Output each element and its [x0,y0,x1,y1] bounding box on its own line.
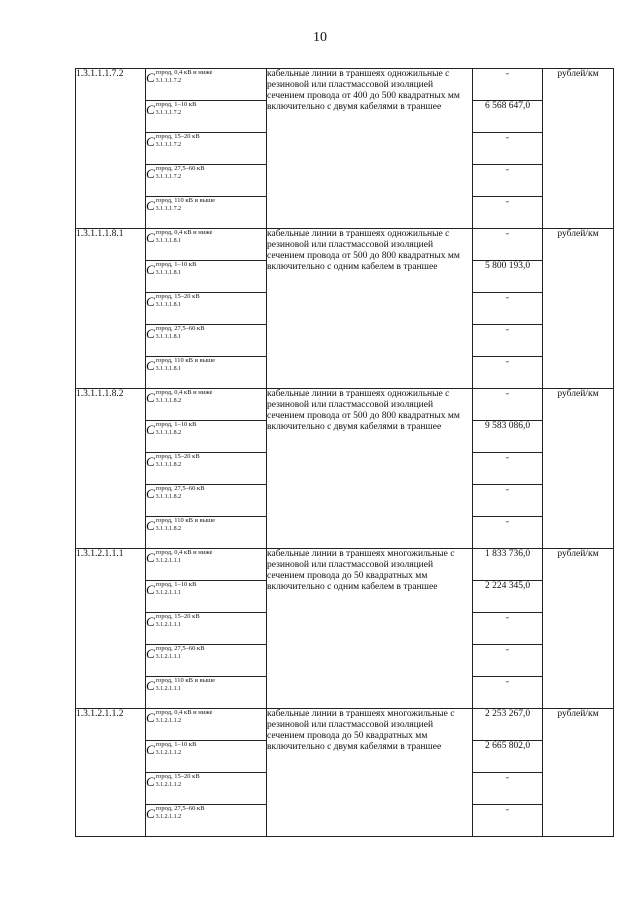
rate-value: - [473,325,543,357]
formula-subscript: 3.1.1.1.8.2 [155,462,182,468]
formula-symbol: C [146,357,155,373]
formula-superscript: город, 27,5–60 кВ [155,485,205,492]
formula-symbol: C [146,293,155,309]
rate-formula [146,69,267,101]
formula-superscript: город, 15–20 кВ [155,773,200,780]
formula-superscript: город, 0,4 кВ и ниже [155,709,213,716]
formula-superscript: город, 1–10 кВ [155,101,197,108]
formula-symbol: C [146,645,155,661]
table-row [76,389,614,421]
formula-superscript: город, 0,4 кВ и ниже [155,389,213,396]
formula-subscript: 3.1.2.1.1.2 [155,782,182,788]
formula-symbol: C [146,165,155,181]
rate-formula [146,357,267,389]
formula-expression [146,357,215,373]
formula-symbol: C [146,517,155,533]
formula-symbol: C [146,485,155,501]
rate-formula [146,325,267,357]
formula-subscript: 3.1.2.1.1.1 [155,622,182,628]
rate-formula [146,549,267,581]
rate-value: 2 253 267,0 [473,709,543,741]
unit-label: рублей/км [543,69,614,229]
unit-label: рублей/км [543,709,614,837]
page-number: 10 [313,30,327,45]
rate-value: - [473,645,543,677]
formula-symbol: C [146,549,155,565]
formula-symbol: C [146,677,155,693]
rate-value: - [473,165,543,197]
formula-symbol: C [146,741,155,757]
rate-formula [146,645,267,677]
rate-formula [146,613,267,645]
rate-formula [146,229,267,261]
formula-symbol: C [146,389,155,405]
formula-symbol: C [146,581,155,597]
formula-subscript: 3.1.1.1.8.1 [155,302,182,308]
formula-subscript: 3.1.1.1.7.2 [155,142,182,148]
formula-superscript: город, 15–20 кВ [155,613,200,620]
rate-value: 1 833 736,0 [473,549,543,581]
formula-symbol: C [146,229,155,245]
item-code: 1.3.1.2.1.1.1 [76,549,146,709]
formula-symbol: C [146,197,155,213]
rate-formula [146,453,267,485]
tariff-table-body [76,69,614,837]
formula-superscript: город, 27,5–60 кВ [155,645,205,652]
table-row [76,69,614,101]
rate-formula [146,389,267,421]
formula-subscript: 3.1.1.1.7.2 [155,174,182,180]
formula-expression [146,773,200,789]
rate-formula [146,421,267,453]
formula-symbol: C [146,773,155,789]
rate-value: - [473,293,543,325]
rate-formula [146,101,267,133]
formula-symbol: C [146,453,155,469]
rate-value: - [473,485,543,517]
formula-expression [146,421,196,437]
formula-expression [146,549,213,565]
formula-expression [146,613,200,629]
formula-expression [146,293,200,309]
formula-symbol: C [146,421,155,437]
formula-superscript: город, 1–10 кВ [155,581,197,588]
formula-superscript: город, 0,4 кВ и ниже [155,229,213,236]
formula-expression [146,517,215,533]
formula-symbol: C [146,709,155,725]
rate-formula [146,741,267,773]
formula-superscript: город, 15–20 кВ [155,293,200,300]
rate-value: - [473,773,543,805]
formula-subscript: 3.1.1.1.8.2 [155,430,182,436]
item-code: 1.3.1.1.1.7.2 [76,69,146,229]
formula-superscript: город, 15–20 кВ [155,453,200,460]
formula-superscript: город, 27,5–60 кВ [155,165,205,172]
formula-symbol: C [146,101,155,117]
table-row [76,229,614,261]
formula-expression [146,261,196,277]
rate-value: - [473,229,543,261]
item-code: 1.3.1.2.1.1.2 [76,709,146,837]
rate-value: - [473,133,543,165]
formula-symbol: C [146,613,155,629]
rate-formula [146,261,267,293]
rate-value: 9 583 086,0 [473,421,543,453]
formula-subscript: 3.1.1.1.7.2 [155,78,182,84]
formula-superscript: город, 0,4 кВ и ниже [155,69,213,76]
formula-subscript: 3.1.2.1.1.2 [155,814,182,820]
formula-superscript: город, 0,4 кВ и ниже [155,549,213,556]
item-description: кабельные линии в траншеях одножильные с резиновой или пластмассовой изоляцией сечением провода от 400 до 500 квадратных мм включительно с двумя кабелями в траншее [267,69,473,229]
formula-subscript: 3.1.1.1.7.2 [155,110,182,116]
formula-expression [146,485,205,501]
formula-superscript: город, 110 кВ и выше [155,517,215,524]
item-description: кабельные линии в траншеях многожильные с резиновой или пластмассовой изоляцией сечением провода до 50 квадратных мм включительно с одним кабелем в траншее [267,549,473,709]
table-row [76,549,614,581]
rate-formula [146,581,267,613]
formula-subscript: 3.1.1.1.8.1 [155,270,182,276]
formula-expression [146,805,205,821]
formula-expression [146,197,215,213]
unit-label: рублей/км [543,229,614,389]
rate-value: - [473,517,543,549]
unit-label: рублей/км [543,389,614,549]
rate-formula [146,677,267,709]
rate-formula [146,805,267,837]
formula-expression [146,453,200,469]
formula-subscript: 3.1.1.1.8.1 [155,366,182,372]
formula-superscript: город, 27,5–60 кВ [155,805,205,812]
formula-subscript: 3.1.2.1.1.1 [155,654,182,660]
formula-subscript: 3.1.1.1.8.1 [155,334,182,340]
formula-subscript: 3.1.1.1.8.1 [155,238,182,244]
formula-expression [146,133,200,149]
formula-subscript: 3.1.2.1.1.2 [155,718,182,724]
rate-value: - [473,197,543,229]
item-description: кабельные линии в траншеях одножильные с резиновой или пластмассовой изоляцией сечением провода от 500 до 800 квадратных мм включительно с двумя кабелями в траншее [267,389,473,549]
formula-superscript: город, 110 кВ и выше [155,197,215,204]
table-row [76,709,614,741]
formula-subscript: 3.1.1.1.8.2 [155,494,182,500]
rate-value: 5 800 193,0 [473,261,543,293]
formula-subscript: 3.1.1.1.7.2 [155,206,182,212]
formula-subscript: 3.1.1.1.8.2 [155,526,182,532]
formula-symbol: C [146,805,155,821]
formula-symbol: C [146,69,155,85]
formula-superscript: город, 1–10 кВ [155,421,197,428]
formula-subscript: 3.1.2.1.1.1 [155,686,182,692]
formula-expression [146,645,205,661]
formula-subscript: 3.1.2.1.1.1 [155,558,182,564]
formula-superscript: город, 15–20 кВ [155,133,200,140]
rate-formula [146,293,267,325]
formula-superscript: город, 110 кВ и выше [155,357,215,364]
formula-expression [146,165,205,181]
item-code: 1.3.1.1.1.8.1 [76,229,146,389]
formula-expression [146,677,215,693]
rate-formula [146,133,267,165]
formula-subscript: 3.1.2.1.1.1 [155,590,182,596]
formula-symbol: C [146,325,155,341]
rate-formula [146,773,267,805]
formula-superscript: город, 1–10 кВ [155,741,197,748]
formula-symbol: C [146,261,155,277]
formula-expression [146,101,196,117]
formula-superscript: город, 110 кВ и выше [155,677,215,684]
rate-formula [146,165,267,197]
item-description: кабельные линии в траншеях многожильные с резиновой или пластмассовой изоляцией сечением провода до 50 квадратных мм включительно с двумя кабелями в траншее [267,709,473,837]
rate-value: 6 568 647,0 [473,101,543,133]
rate-formula [146,485,267,517]
formula-expression [146,229,213,245]
formula-expression [146,389,213,405]
rate-value: - [473,389,543,421]
rate-value: 2 665 802,0 [473,741,543,773]
rate-value: - [473,613,543,645]
rate-value: - [473,357,543,389]
item-code: 1.3.1.1.1.8.2 [76,389,146,549]
formula-superscript: город, 1–10 кВ [155,261,197,268]
rate-formula [146,517,267,549]
formula-subscript: 3.1.2.1.1.2 [155,750,182,756]
rate-value: - [473,677,543,709]
item-description: кабельные линии в траншеях одножильные с резиновой или пластмассовой изоляцией сечением провода от 500 до 800 квадратных мм включительно с одним кабелем в траншее [267,229,473,389]
rate-value: - [473,453,543,485]
formula-expression [146,581,196,597]
tariff-table [75,68,614,837]
rate-value: - [473,805,543,837]
unit-label: рублей/км [543,549,614,709]
rate-value: 2 224 345,0 [473,581,543,613]
formula-expression [146,741,196,757]
formula-superscript: город, 27,5–60 кВ [155,325,205,332]
formula-subscript: 3.1.1.1.8.2 [155,398,182,404]
formula-expression [146,69,213,85]
rate-formula [146,197,267,229]
formula-expression [146,325,205,341]
rate-value: - [473,69,543,101]
formula-expression [146,709,213,725]
formula-symbol: C [146,133,155,149]
rate-formula [146,709,267,741]
